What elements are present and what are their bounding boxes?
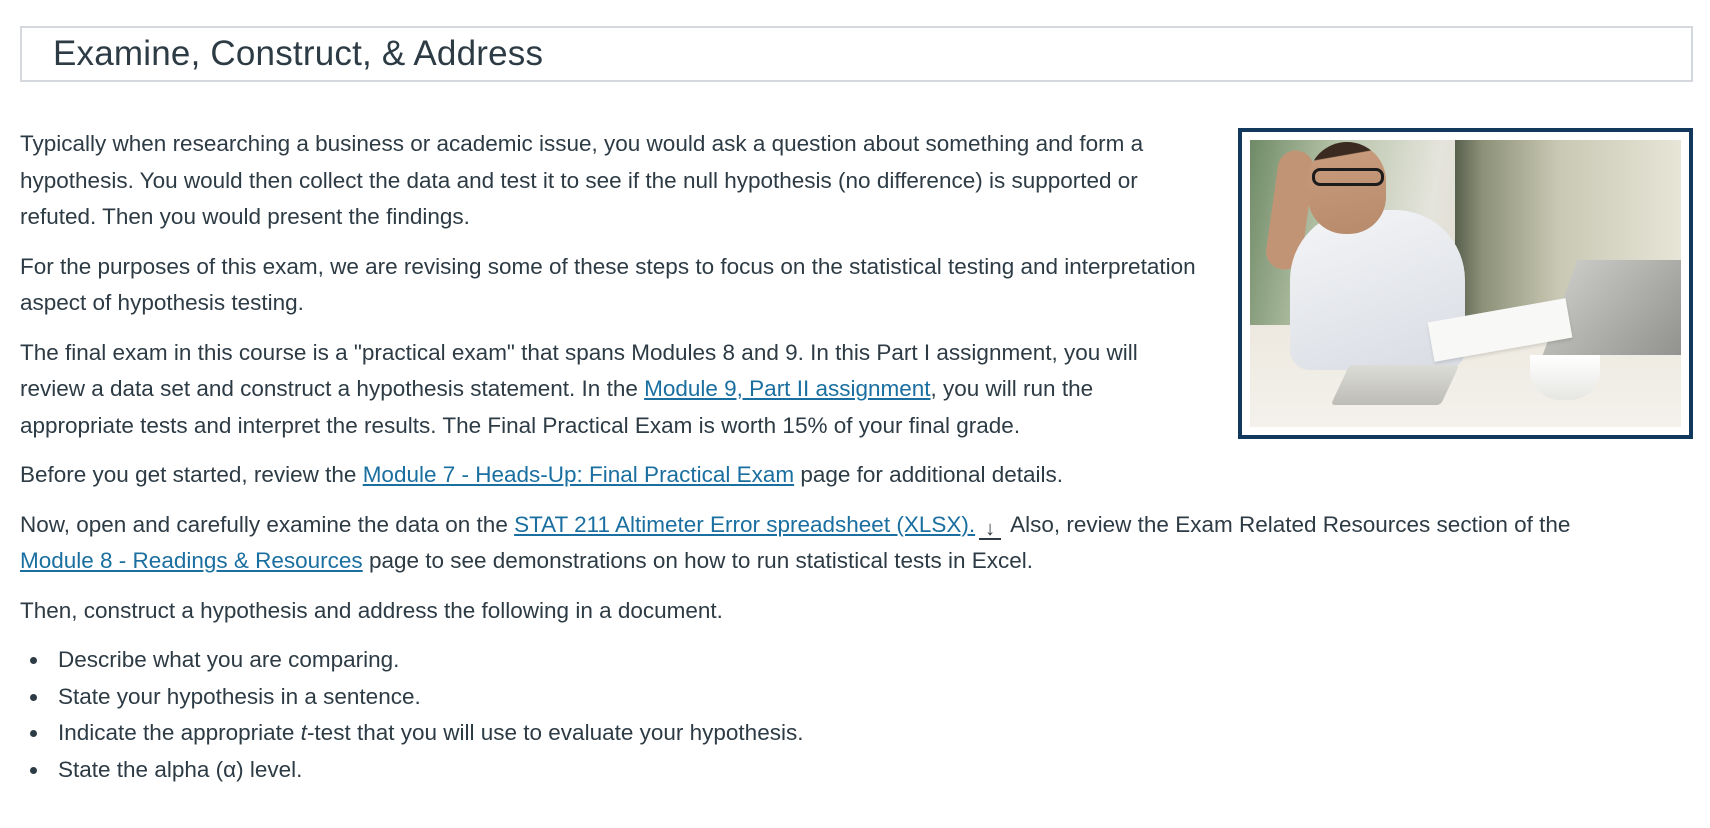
- list-item: State the alpha (α) level.: [20, 752, 1693, 789]
- construct-paragraph: Then, construct a hypothesis and address the following in a document.: [20, 597, 723, 623]
- list-item: Describe what you are comparing.: [20, 642, 1693, 679]
- intro-paragraph: Typically when researching a business or academic issue, you would ask a question about something and form a hypothesis. You would then collect the data and test it to see if the null hypothesis (no difference) is supported or refuted. Then you would present the findings.: [20, 131, 1144, 229]
- photo-frame: [1238, 128, 1693, 439]
- final-exam-paragraph: The final exam in this course is a "practical exam" that spans Modules 8 and 9. In this Part I assignment, you will review a data set and construct a hypothesis statement. In the Module 9, Part II assignment, you will run the appropriate tests and interpret the results. The Final Practical Exam is worth 15% of your final grade.: [20, 339, 1138, 438]
- page-title: Examine, Construct, & Address: [53, 34, 544, 73]
- before-start-paragraph: Before you get started, review the Module 7 - Heads-Up: Final Practical Exam page for additional details.: [20, 462, 1064, 487]
- download-icon[interactable]: ↓: [979, 518, 1001, 540]
- module-8-readings-link[interactable]: Module 8 - Readings & Resources: [20, 548, 363, 573]
- purpose-paragraph: For the purposes of this exam, we are revising some of these steps to focus on the statistical testing and interpretation aspect of hypothesis testing.: [20, 253, 1196, 315]
- page-content: [20, 126, 1693, 788]
- list-item: State your hypothesis in a sentence.: [20, 679, 1693, 716]
- list-item: Indicate the appropriate t-test that you will use to evaluate your hypothesis.: [20, 715, 1693, 752]
- module-9-part-2-link[interactable]: Module 9, Part II assignment: [644, 376, 931, 401]
- page-title-box: [20, 26, 1693, 82]
- man-reviewing-papers-image: [1250, 140, 1681, 427]
- module-7-heads-up-link[interactable]: Module 7 - Heads-Up: Final Practical Exam: [362, 462, 795, 487]
- requirements-list: [20, 642, 1693, 788]
- altimeter-spreadsheet-link[interactable]: STAT 211 Altimeter Error spreadsheet (XLSX).: [514, 511, 976, 537]
- examine-data-paragraph: Now, open and carefully examine the data on the STAT 211 Altimeter Error spreadsheet (XLSX). ↓ Also, review the Exam Related Resources section of the Module 8 - Readings & Resources page to see demonstrations on how to run statistical tests in Excel.: [20, 511, 1571, 573]
